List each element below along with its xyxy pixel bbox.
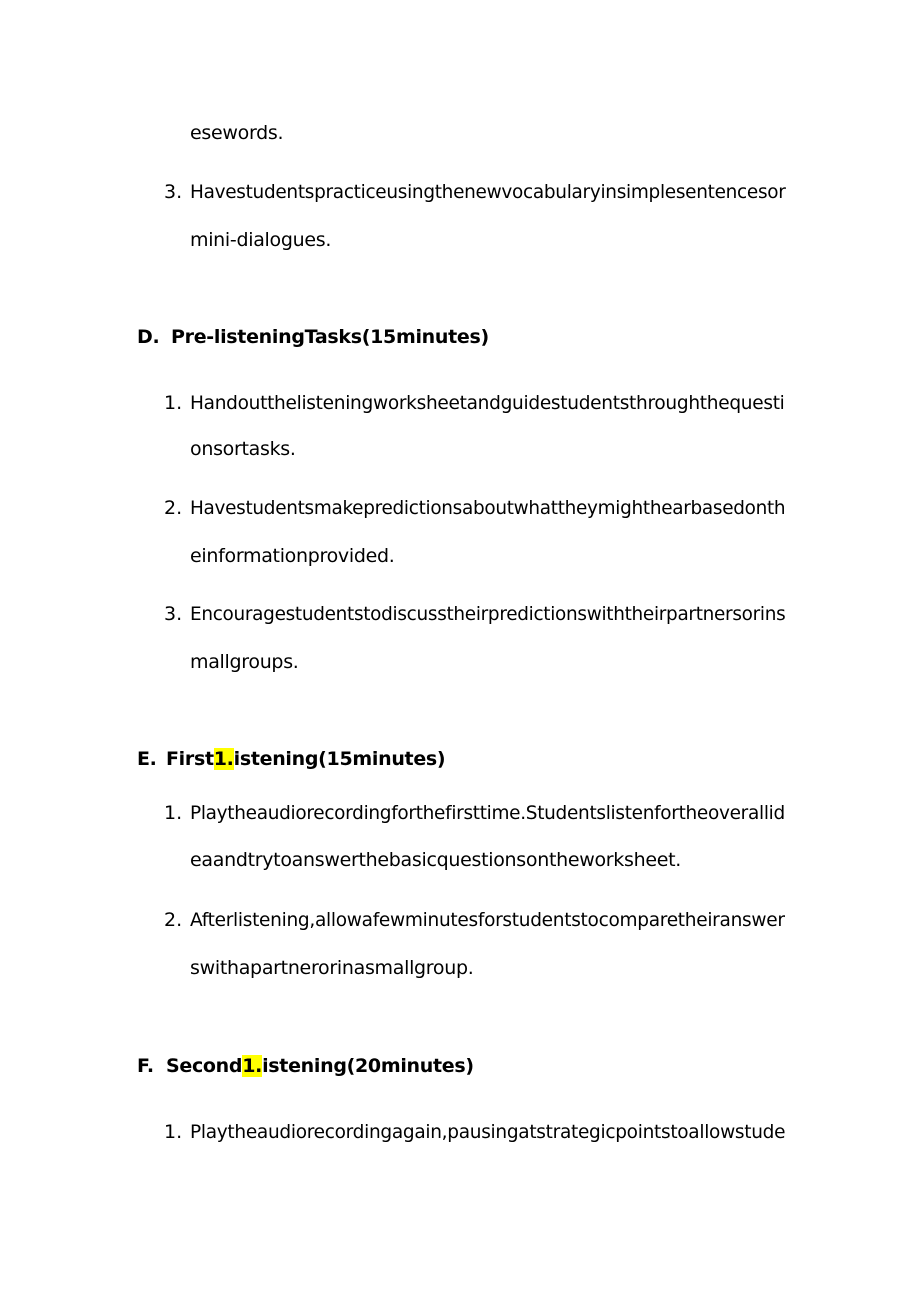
c-item3-line2: mini-dialogues. [190,229,332,251]
section-e-highlight: 1. [213,748,234,770]
section-d-letter: D. [137,326,160,348]
d-item2-line2: einformationprovided. [190,545,395,567]
e-item1-number: 1. [164,802,183,824]
e-item1-line1: Playtheaudiorecordingforthefirsttime.Studentslistenfortheoverallid [190,802,785,824]
e-item2-number: 2. [164,909,183,931]
section-e-letter: E. [137,748,157,770]
c-item3-line1: Havestudentspracticeusingthenewvocabularyinsimplesentencesor [190,181,786,203]
d-item2-line1: Havestudentsmakepredictionsaboutwhattheymighthearbasedonth [190,497,786,519]
e-item2-line2: swithapartnerorinasmallgroup. [190,957,474,979]
e-item2-line1: Afterlistening,allowafewminutesforstudentstocomparetheiranswer [190,909,785,931]
section-e-title-end: istening(15minutes) [233,748,446,770]
section-d-title: Pre-listeningTasks(15minutes) [171,326,489,348]
d-item1-line2: onsortasks. [190,438,296,460]
section-f-title-start: Second [166,1055,243,1077]
section-f-title-end: istening(20minutes) [262,1055,474,1077]
f-item1-number: 1. [164,1121,183,1143]
d-item3-line1: Encouragestudentstodiscusstheirpredictionswiththeirpartnersorins [190,603,786,625]
section-f-highlight: 1. [242,1055,263,1077]
d-item1-number: 1. [164,392,183,414]
d-item2-number: 2. [164,497,183,519]
d-item3-number: 3. [164,603,183,625]
f-item1-line1: Playtheaudiorecordingagain,pausingatstrategicpointstoallowstude [190,1121,786,1143]
section-f-title [166,1055,474,1077]
c-item3-number: 3. [164,181,183,203]
e-item1-line2: eaandtrytoanswerthebasicquestionsontheworksheet. [190,849,682,871]
d-item3-line2: mallgroups. [190,651,299,673]
d-item1-line1: Handoutthelisteningworksheetandguidestudentsthroughthequesti [190,392,785,414]
c-item2-continuation: esewords. [190,122,284,144]
section-e-title-start: First [166,748,214,770]
section-e-title [166,748,445,770]
section-f-letter: F. [137,1055,154,1077]
